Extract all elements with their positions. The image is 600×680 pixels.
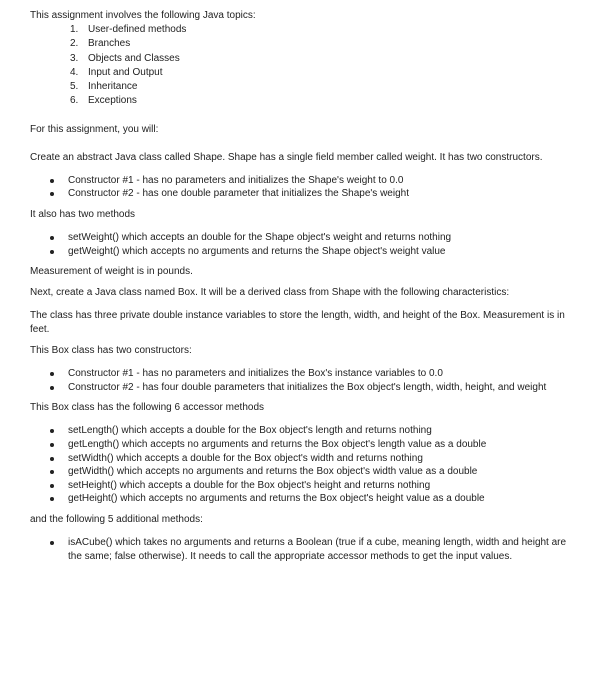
list-item: getWidth() which accepts no arguments and returns the Box object's width value as a double xyxy=(68,465,570,479)
list-item: setLength() which accepts a double for the Box object's length and returns nothing xyxy=(68,424,570,438)
also-methods-text: It also has two methods xyxy=(30,208,136,220)
intro-text: This assignment involves the following Java topics: xyxy=(30,10,256,21)
assignment-document xyxy=(30,9,570,563)
box-accessors-intro-text: This Box class has the following 6 accessor methods xyxy=(30,402,264,414)
box-two-constructors-text: This Box class has two constructors: xyxy=(30,345,192,357)
list-item: setHeight() which accepts a double for the Box object's height and returns nothing xyxy=(68,479,570,493)
list-item: Constructor #2 - has four double parameters that initializes the Box object's length, width, height, and weight xyxy=(68,381,570,395)
shape-constructors-list xyxy=(30,174,570,201)
list-item: getWeight() which accepts no arguments and returns the Shape object's weight value xyxy=(68,245,570,259)
list-item: 6. Exceptions xyxy=(70,95,137,107)
list-item: setWidth() which accepts a double for the Box object's width and returns nothing xyxy=(68,452,570,466)
list-item: isACube() which takes no arguments and returns a Boolean (true if a cube, meaning length, width and height are the same; false otherwise). It needs to call the appropriate accessor methods to get the input values. xyxy=(68,536,570,563)
you-will-text: For this assignment, you will: xyxy=(30,123,159,135)
list-item: 3. Objects and Classes xyxy=(70,52,180,64)
create-shape-paragraph: Create an abstract Java class called Shape. Shape has a single field member called weight. It has two constructors. xyxy=(30,151,543,163)
shape-methods-list xyxy=(30,231,570,258)
additional-methods-list xyxy=(30,536,570,563)
list-item: Constructor #1 - has no parameters and initializes the Shape's weight to 0.0 xyxy=(68,174,570,188)
list-item: setWeight() which accepts an double for the Shape object's weight and returns nothing xyxy=(68,231,570,245)
list-item: 5. Inheritance xyxy=(70,81,138,93)
list-item: Constructor #1 - has no parameters and initializes the Box's instance variables to 0.0 xyxy=(68,367,570,381)
list-item: getLength() which accepts no arguments and returns the Box object's length value as a double xyxy=(68,438,570,452)
list-item: Constructor #2 - has one double parameter that initializes the Shape's weight xyxy=(68,187,570,201)
topics-list xyxy=(30,23,570,109)
list-item: 1. User-defined methods xyxy=(70,24,187,35)
list-item: 2. Branches xyxy=(70,38,131,50)
list-item: getHeight() which accepts no arguments and returns the Box object's height value as a double xyxy=(68,492,570,506)
list-item: 4. Input and Output xyxy=(70,66,163,78)
next-box-text: Next, create a Java class named Box. It will be a derived class from Shape with the following characteristics: xyxy=(30,287,510,299)
additional-methods-intro-text: and the following 5 additional methods: xyxy=(30,513,203,525)
box-accessors-list xyxy=(30,424,570,506)
box-vars-paragraph: The class has three private double instance variables to store the length, width, and height of the Box. Measurement is in feet. xyxy=(30,310,565,336)
box-constructors-list xyxy=(30,367,570,394)
measurement-weight-text: Measurement of weight is in pounds. xyxy=(30,266,193,278)
